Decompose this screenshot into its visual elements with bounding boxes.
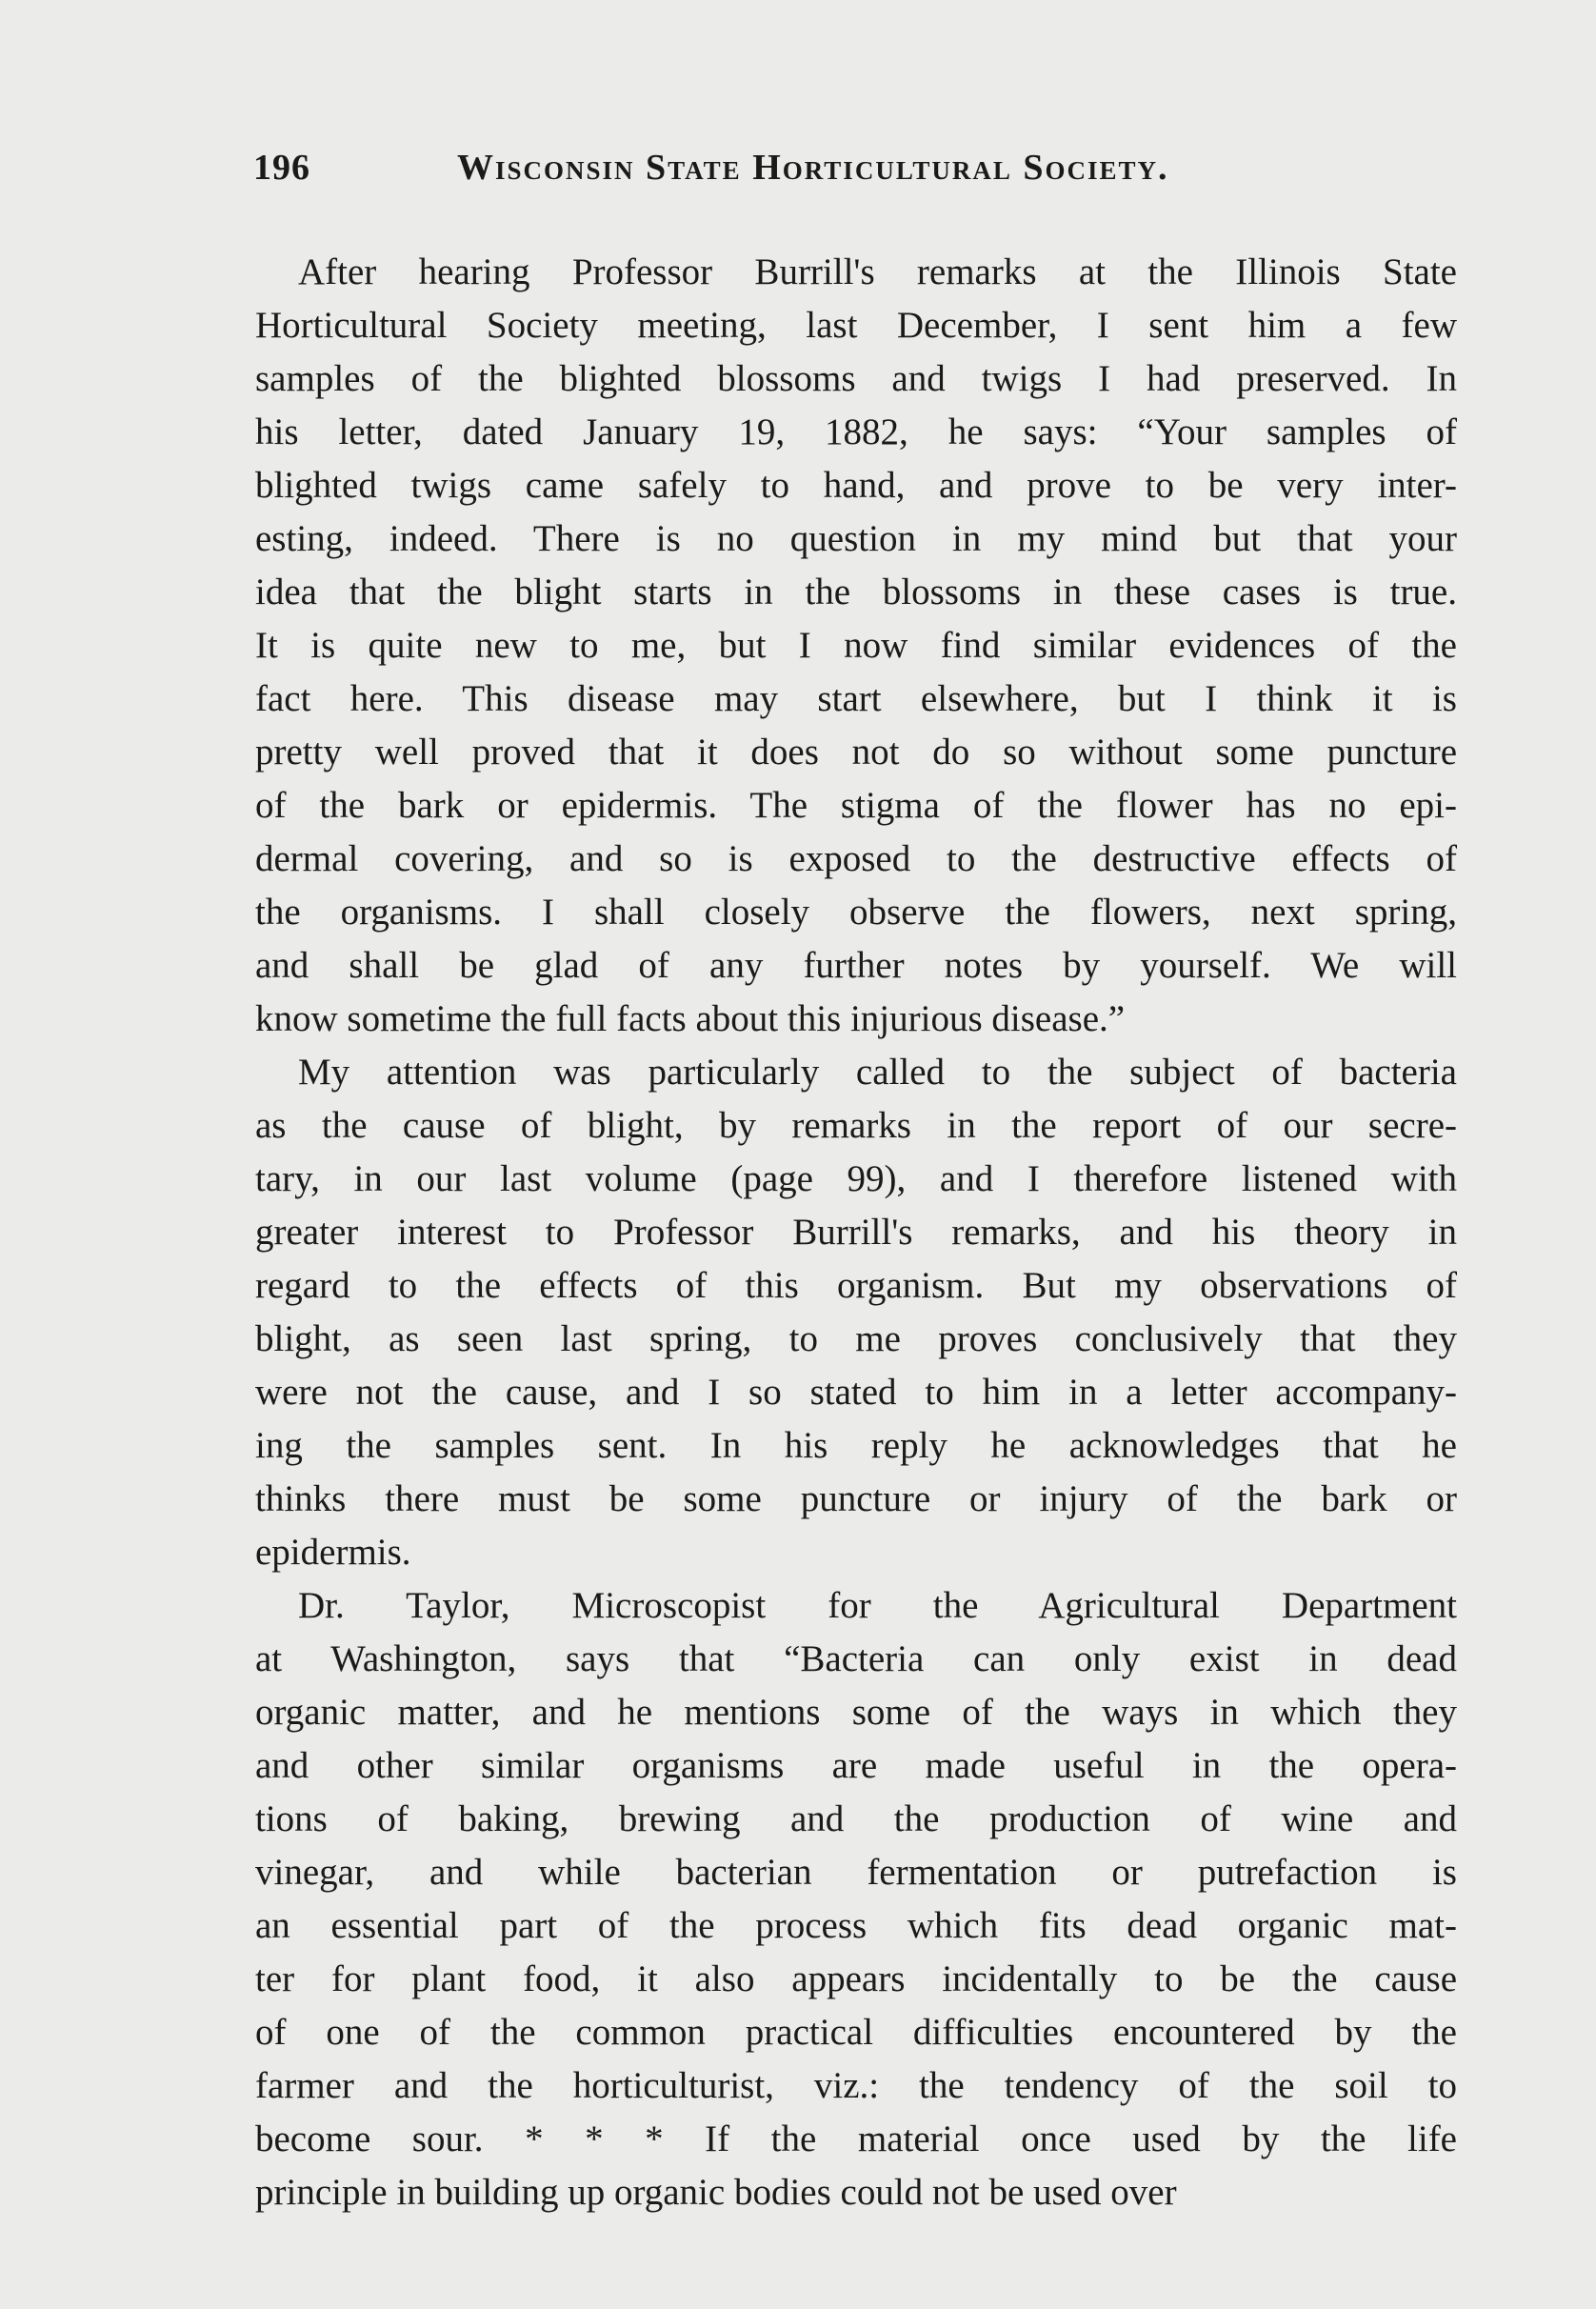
- text-line: pretty well proved that it does not do so without some puncture: [255, 732, 1457, 773]
- text-line: were not the cause, and I so stated to him in a letter accompany-: [255, 1372, 1457, 1413]
- text-line: tions of baking, brewing and the production of wine and: [255, 1798, 1457, 1839]
- text-line: the organisms. I shall closely observe the flowers, next spring,: [255, 892, 1457, 933]
- text-line: vinegar, and while bacterian fermentation or putrefaction is: [255, 1852, 1457, 1893]
- text-line: samples of the blighted blossoms and twigs I had preserved. In: [255, 358, 1457, 399]
- text-line: tary, in our last volume (page 99), and I therefore listened with: [255, 1158, 1457, 1199]
- text-line: principle in building up organic bodies could not be used over: [255, 2172, 1177, 2213]
- text-line: It is quite new to me, but I now find similar evidences of the: [255, 625, 1457, 666]
- text-line: as the cause of blight, by remarks in the report of our secre-: [255, 1105, 1457, 1146]
- text-line: blighted twigs came safely to hand, and prove to be very inter-: [255, 465, 1457, 506]
- text-line: esting, indeed. There is no question in my mind but that your: [255, 518, 1457, 559]
- paragraph: [255, 246, 1457, 1046]
- text-line: become sour. * * * If the material once used by the life: [255, 2118, 1457, 2159]
- text-line: regard to the effects of this organism. But my observations of: [255, 1265, 1457, 1306]
- text-line: and other similar organisms are made useful in the opera-: [255, 1745, 1457, 1786]
- text-line: Dr. Taylor, Microscopist for the Agricultural Department: [298, 1585, 1457, 1626]
- text-line: dermal covering, and so is exposed to the destructive effects of: [255, 838, 1457, 879]
- text-line: his letter, dated January 19, 1882, he says: “Your samples of: [255, 412, 1457, 452]
- text-line: and shall be glad of any further notes by yourself. We will: [255, 945, 1457, 986]
- paragraph: [255, 1046, 1457, 1579]
- text-line: fact here. This disease may start elsewhere, but I think it is: [255, 678, 1457, 719]
- text-line: idea that the blight starts in the blossoms in these cases is true.: [255, 572, 1457, 612]
- text-line: ter for plant food, it also appears incidentally to be the cause: [255, 1958, 1457, 1999]
- page-number: 196: [253, 148, 310, 188]
- text-line: farmer and the horticulturist, viz.: the tendency of the soil to: [255, 2065, 1457, 2106]
- text-line: Horticultural Society meeting, last December, I sent him a few: [255, 305, 1457, 346]
- paragraph: [255, 1579, 1457, 2219]
- text-line: ing the samples sent. In his reply he acknowledges that he: [255, 1425, 1457, 1466]
- text-line: of one of the common practical difficulties encountered by the: [255, 2012, 1457, 2053]
- text-line: organic matter, and he mentions some of the ways in which they: [255, 1692, 1457, 1733]
- text-line: an essential part of the process which fits dead organic mat-: [255, 1905, 1457, 1946]
- text-line: know sometime the full facts about this injurious disease.”: [255, 998, 1126, 1039]
- text-line: My attention was particularly called to the subject of bacteria: [298, 1052, 1457, 1093]
- text-line: greater interest to Professor Burrill's remarks, and his theory in: [255, 1212, 1457, 1253]
- text-line: thinks there must be some puncture or injury of the bark or: [255, 1478, 1457, 1519]
- text-line: of the bark or epidermis. The stigma of the flower has no epi-: [255, 785, 1457, 826]
- text-line: at Washington, says that “Bacteria can only exist in dead: [255, 1638, 1457, 1679]
- text-line: blight, as seen last spring, to me proves conclusively that they: [255, 1318, 1457, 1359]
- running-head: Wisconsin State Horticultural Society.: [457, 148, 1169, 188]
- text-line: After hearing Professor Burrill's remarks at the Illinois State: [298, 251, 1457, 292]
- text-line: epidermis.: [255, 1532, 411, 1573]
- body-text: [255, 246, 1457, 2219]
- page-header: [253, 143, 1265, 200]
